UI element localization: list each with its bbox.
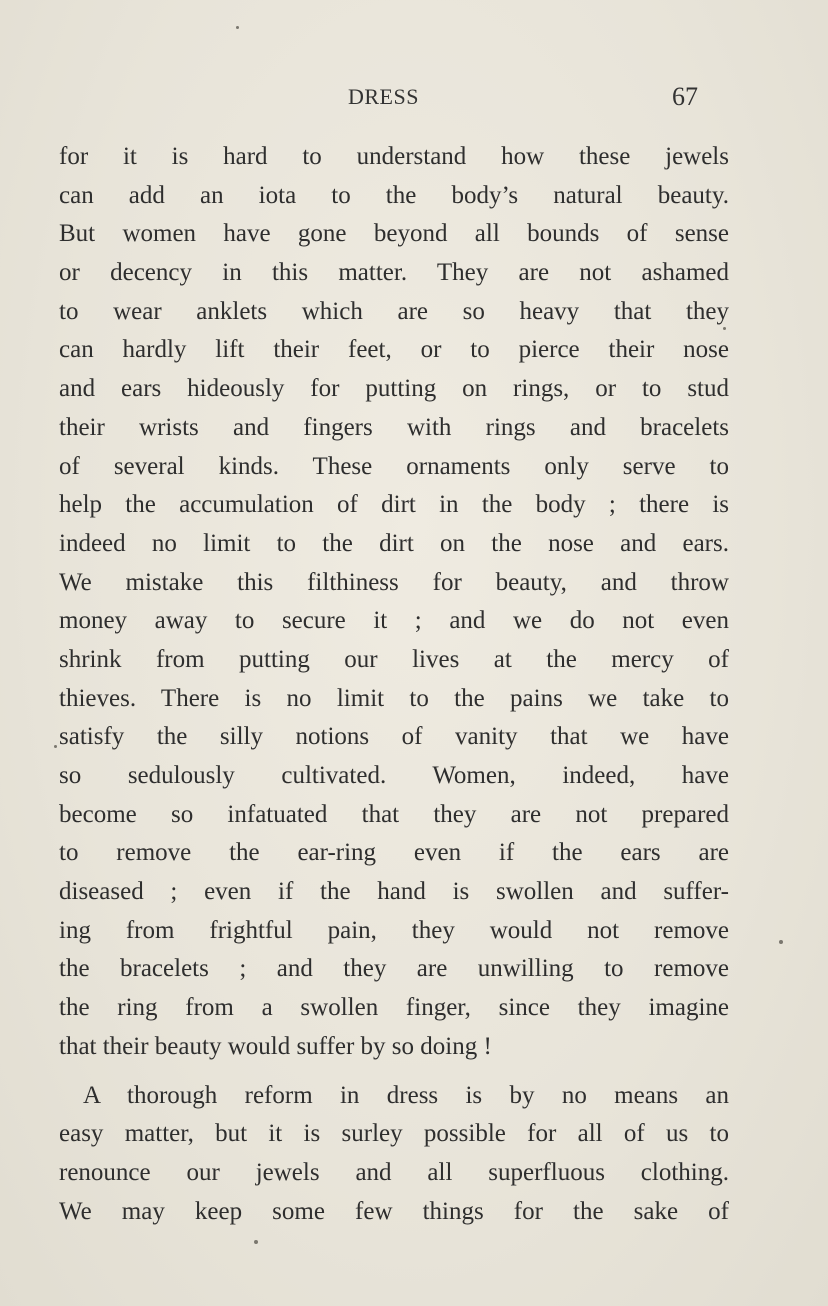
text-line: for it is hard to understand how these jewels bbox=[59, 143, 729, 170]
paper-speck bbox=[54, 745, 57, 748]
text-line: We may keep some few things for the sake of bbox=[59, 1197, 729, 1225]
running-head bbox=[0, 84, 828, 114]
text-line: can add an iota to the body’s natural beauty. bbox=[59, 181, 729, 209]
body-text bbox=[59, 138, 729, 1231]
text-line: the ring from a swollen finger, since they imagine bbox=[59, 994, 729, 1022]
text-line: of several kinds. These ornaments only serve to bbox=[59, 452, 729, 480]
text-line: easy matter, but it is surley possible for all of us to bbox=[59, 1120, 729, 1148]
text-line: the bracelets ; and they are unwilling to remove bbox=[59, 955, 729, 983]
text-line: A thorough reform in dress is by no means an bbox=[83, 1081, 729, 1109]
text-line: But women have gone beyond all bounds of sense bbox=[59, 220, 729, 248]
text-line: so sedulously cultivated. Women, indeed, have bbox=[59, 762, 729, 789]
paragraph-2 bbox=[59, 1077, 729, 1232]
paragraph-1 bbox=[59, 138, 729, 1067]
text-line: thieves. There is no limit to the pains we take to bbox=[59, 684, 729, 712]
text-line: or decency in this matter. They are not ashamed bbox=[59, 259, 729, 287]
text-line: renounce our jewels and all superfluous clothing. bbox=[59, 1158, 729, 1186]
text-line: and ears hideously for putting on rings, or to stud bbox=[59, 375, 729, 403]
page-number: 67 bbox=[672, 82, 698, 111]
text-line: shrink from putting our lives at the mercy of bbox=[59, 645, 729, 673]
chapter-title: DRESS bbox=[348, 84, 419, 109]
text-line: diseased ; even if the hand is swollen and suffer- bbox=[59, 878, 729, 906]
text-line: ing from frightful pain, they would not remove bbox=[59, 916, 729, 944]
text-line: help the accumulation of dirt in the body ; there is bbox=[59, 491, 729, 519]
text-line: their wrists and fingers with rings and bracelets bbox=[59, 413, 729, 441]
paper-speck bbox=[723, 327, 726, 330]
text-line: indeed no limit to the dirt on the nose and ears. bbox=[59, 529, 729, 557]
text-line: can hardly lift their feet, or to pierce their nose bbox=[59, 336, 729, 364]
text-line: satisfy the silly notions of vanity that we have bbox=[59, 723, 729, 751]
text-line: We mistake this filthiness for beauty, and throw bbox=[59, 568, 729, 596]
text-line: that their beauty would suffer by so doing ! bbox=[59, 1032, 492, 1060]
text-line: become so infatuated that they are not prepared bbox=[59, 800, 729, 828]
text-line: to remove the ear-ring even if the ears are bbox=[59, 839, 729, 867]
text-line: to wear anklets which are so heavy that they bbox=[59, 297, 729, 325]
paper-speck bbox=[236, 26, 239, 29]
paper-speck bbox=[254, 1240, 258, 1244]
paper-speck bbox=[779, 940, 783, 944]
text-line: money away to secure it ; and we do not even bbox=[59, 607, 729, 635]
